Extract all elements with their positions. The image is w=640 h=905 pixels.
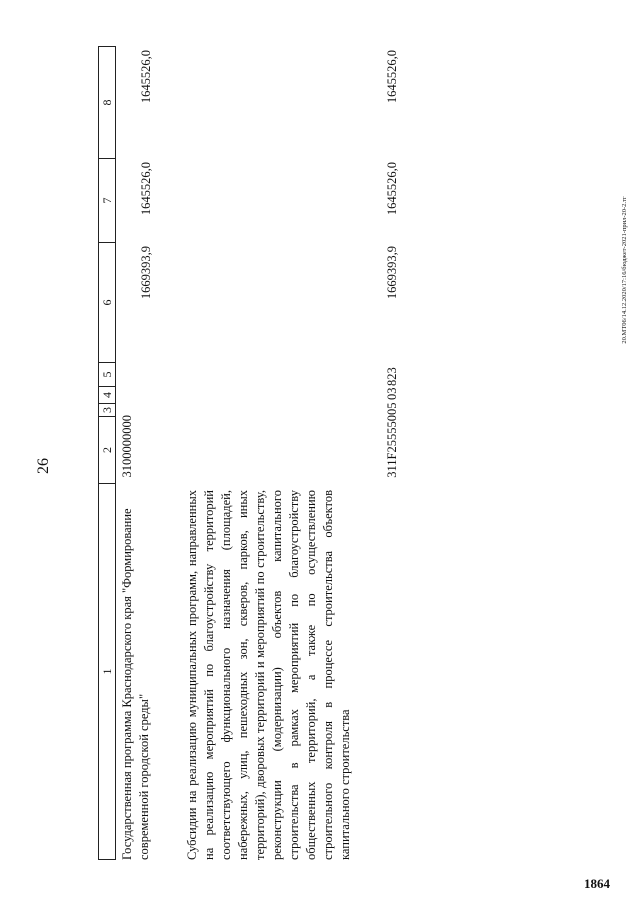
row-2-col5: 823 xyxy=(385,367,399,386)
column-header-4: 4 xyxy=(99,387,115,404)
row-2-col3: 05 xyxy=(385,402,399,415)
column-header-7: 7 xyxy=(99,159,115,243)
budget-table xyxy=(98,46,404,860)
row-2-col8: 1645526,0 xyxy=(385,50,399,104)
column-header-6: 6 xyxy=(99,243,115,363)
row-1-col6: 1669393,9 xyxy=(139,246,153,300)
row-2-col6: 1669393,9 xyxy=(385,246,399,300)
column-header-3: 3 xyxy=(99,404,115,417)
page-number: 26 xyxy=(35,458,52,474)
column-header-8: 8 xyxy=(99,47,115,159)
sheet-number: 1864 xyxy=(584,876,610,891)
budget-table-wrapper xyxy=(98,46,404,860)
row-2-code: 311F255550 xyxy=(385,415,399,478)
table-header-row xyxy=(98,46,116,860)
column-header-2: 2 xyxy=(99,417,115,484)
column-header-5: 5 xyxy=(99,363,115,387)
row-1-code: 3100000000 xyxy=(120,415,134,478)
print-code: 20.МТ06/14.12.2020/17:16/бюджет-2021-прил-20-2.тг xyxy=(621,196,628,344)
row-1-col7: 1645526,0 xyxy=(139,162,153,216)
column-header-1: 1 xyxy=(100,668,114,675)
row-1-col8: 1645526,0 xyxy=(139,50,153,104)
row-2-col7: 1645526,0 xyxy=(385,162,399,216)
row-2-name: Субсидии на реализацию муниципальных программ, направленных на реализацию мероприятий по благоустройству территорий соответствующего функционального назначения (площадей, набережных, улиц, пешеходных зон, скверов, парков, иных территорий), дворовых территорий и мероприятий по строительству, реконструкции (модернизации) объектов капитального строительства в рамках мероприятий по благоустройству общественных территорий, а также по осуществлению строительного контроля в процессе строительства объектов капитального строительства xyxy=(185,490,352,860)
row-1-name: Государственная программа Краснодарского края "Формирование современной городской среды" xyxy=(120,508,151,860)
row-2-col4: 03 xyxy=(385,387,399,400)
